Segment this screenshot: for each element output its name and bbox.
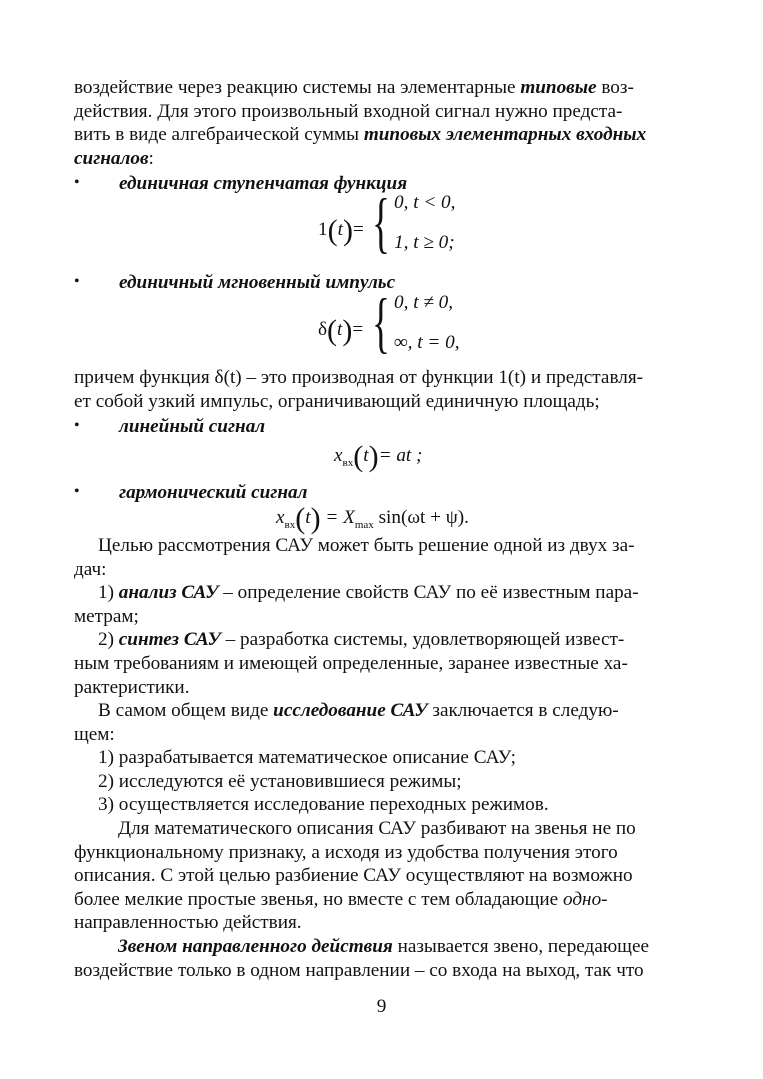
text-line: ет собой узкий импульс, ограничивающий единичную площадь;	[74, 390, 600, 412]
text-line: воздействие только в одном направлении – со входа на выход, так что	[74, 959, 644, 981]
text-line: Целью рассмотрения САУ может быть решение одной из двух за-	[98, 535, 635, 556]
text-line: 3) осуществляется исследование переходных режимов.	[98, 794, 549, 816]
text-line: 1) анализ САУ – определение свойств САУ по её известным пара-	[98, 582, 639, 604]
formula-harmonic: $x_{вх}(t) = X_{max}$ sin(ωt + ψ).	[276, 502, 469, 535]
text-line: 1) разрабатывается математическое описание САУ;	[98, 747, 516, 769]
bullet-label: единичный мгновенный импульс	[119, 272, 396, 293]
text-line: причем функция δ(t) – это производная от функции 1(t) и представля-	[74, 367, 644, 388]
text-line: функциональному признаку, а исходя из удобства получения этого	[74, 841, 618, 863]
formula-impulse: δ(t)= { 0, t ≠ 0, ∞, t = 0,	[318, 284, 460, 360]
bullet-label: единичная ступенчатая функция	[119, 173, 408, 194]
text-line: рактеристики.	[74, 676, 190, 698]
page-number: 9	[376, 996, 387, 1017]
text-line: воздействие через реакцию системы на элементарные типовые воз-	[74, 77, 634, 98]
text-line: В самом общем виде исследование САУ заключается в следую-	[98, 700, 619, 721]
goals-paragraph	[74, 534, 691, 699]
brace: {	[372, 184, 390, 260]
text-line: сигналов:	[74, 147, 154, 169]
link-definition-paragraph	[74, 935, 691, 982]
math-description-paragraph	[74, 817, 691, 935]
text-line: дач:	[74, 558, 107, 580]
delta-paragraph	[74, 366, 691, 413]
text-line: более мелкие простые звенья, но вместе с тем обладающие одно-	[74, 888, 608, 910]
text-line: щем:	[74, 723, 115, 745]
intro-paragraph	[74, 76, 691, 170]
text-line: 2) исследуются её установившиеся режимы;	[98, 770, 462, 792]
text-line: метрам;	[74, 605, 139, 627]
text-line: 2) синтез САУ – разработка системы, удовлетворяющей извест-	[98, 629, 625, 651]
text-line: действия. Для этого произвольный входной сигнал нужно предста-	[74, 100, 623, 122]
bullet-icon: •	[74, 417, 80, 434]
formula-linear: $x_{вх}(t)=$ at ;	[334, 440, 423, 473]
bullet-label: гармонический сигнал	[119, 482, 308, 503]
bullet-label: линейный сигнал	[119, 416, 266, 437]
text-line: вить в виде алгебраической суммы типовых элементарных входных	[74, 124, 647, 146]
bullet-icon: •	[74, 174, 80, 191]
brace: {	[372, 284, 390, 360]
text-line: направленностью действия.	[74, 912, 302, 934]
text-line: описания. С этой целью разбиение САУ осуществляют на возможно	[74, 865, 633, 887]
formula-step-function: 1(t)= { 0, t < 0, 1, t ≥ 0;	[318, 184, 456, 260]
bullet-icon: •	[74, 273, 80, 290]
text-line: Звеном направленного действия называется звено, передающее	[118, 936, 649, 957]
text-line: ным требованиям и имеющей определенные, заранее известные ха-	[74, 652, 628, 674]
text-line: Для математического описания САУ разбивают на звенья не по	[118, 818, 636, 839]
research-paragraph	[74, 699, 691, 817]
bullet-icon: •	[74, 483, 80, 500]
